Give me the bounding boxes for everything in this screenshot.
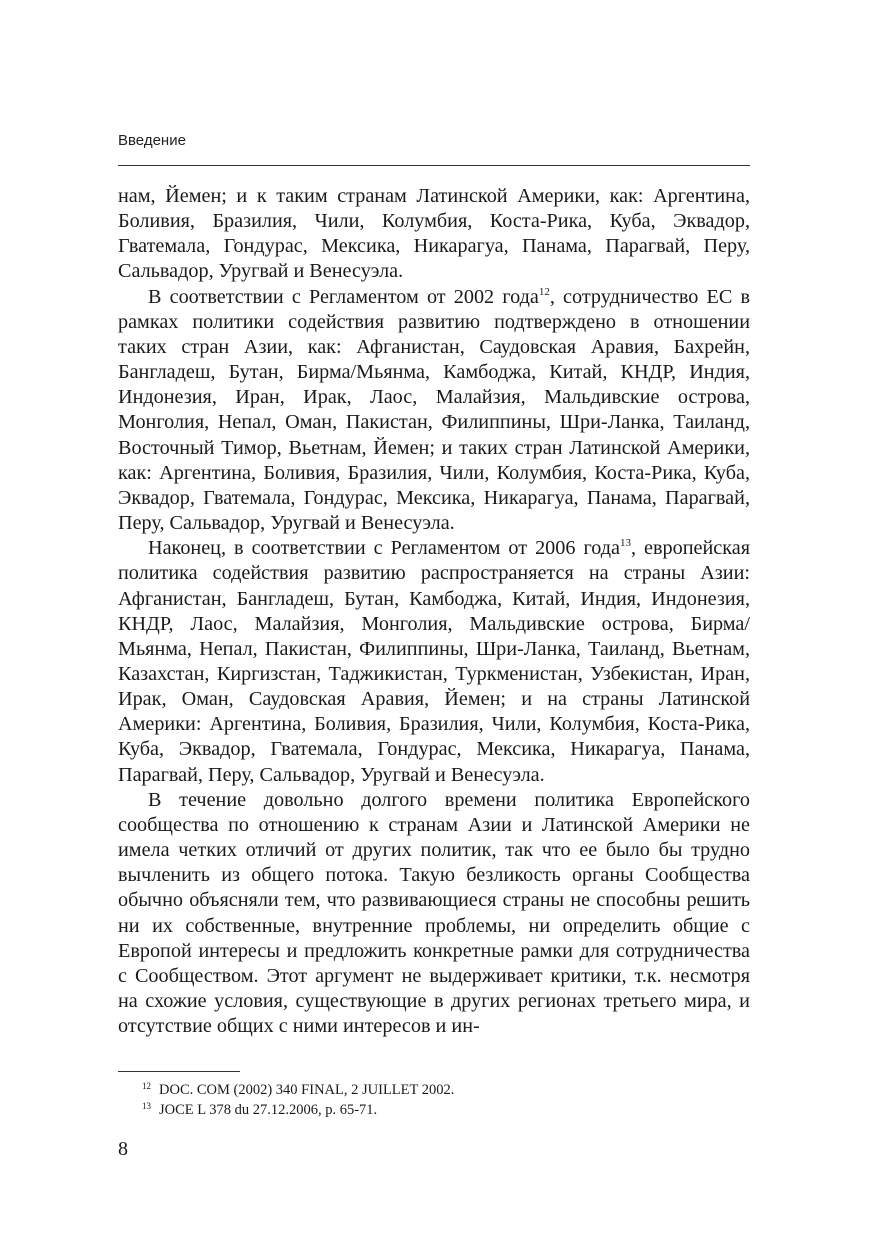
paragraph-text: Наконец, в соответствии с Регламентом от 2006 года [148,537,620,560]
footnote-number: 13 [142,1101,151,1111]
footnote-divider [118,1071,240,1072]
footnote-ref-12[interactable]: 12 [538,285,550,298]
paragraph-text: В соответствии с Регламентом от 2002 года [148,285,539,308]
footnote-text: JOCE L 378 du 27.12.2006, p. 65-71. [159,1102,378,1118]
page-number: 8 [118,1138,128,1160]
paragraph-continued: нам, Йемен; и к таким странам Латинской Америки, как: Аргентина, Боливия, Бразилия, Чили, Колумбия, Коста-Рика, Куба, Эквадор, Гватемала, Гондурас, Мексика, Никарагуа, Панама, Парагвай, Перу, Сальвадор, Уругвай и Венесуэла. [118,185,750,283]
footnote-12 [142,1080,742,1100]
footnote-text: DOC. COM (2002) 340 FINAL, 2 JUILLET 2002. [159,1082,455,1098]
running-header: Введение [118,132,186,149]
paragraph-text: , сотрудничество ЕС в рамках политики содействия развитию подтверждено в отношении таких стран Азии, как: Афганистан, Саудовская Аравия, Бахрейн, Бангладеш, Бутан, Бирма/Мьянма, Камбоджа, Китай, КНДР, Индия, Индонезия, Иран, Ирак, Лаос, Малайзия, Мальдивские острова, Монголия, Непал, Оман, Пакистан, Филиппины, Шри-Ланка, Таиланд, Восточный Тимор, Вьетнам, Йемен; и таких стран Латинской Америки, как: Аргентина, Боливия, Бразилия, Чили, Колумбия, Коста-Рика, Куба, Эквадор, Гватемала, Гондурас, Мексика, Никарагуа, Панама, Парагвай, Перу, Сальвадор, Уругвай и Венесуэла. [118,285,750,535]
paragraph-policy-history: В течение довольно долгого времени политика Европейского сообщества по отношению к странам Азии и Латинской Америки не имела четких отличий от других политик, так что ее было бы трудно вычленить из общего потока. Такую безликость органы Сообщества обычно объясняли тем, что развивающиеся страны не способны решить ни их собственные, внутренние проблемы, ни определить общие с Европой интересы и предложить конкретные рамки для сотрудничества с Сообществом. Этот аргумент не выдерживает критики, т.к. несмотря на схожие условия, существующие в других регионах третьего мира, и отсутствие общих с ними интересов и ин- [118,788,750,1038]
main-text [118,184,750,1039]
paragraph-regulation-2006 [118,536,750,788]
header-divider [118,165,750,166]
footnote-number: 12 [142,1081,151,1091]
footnote-13 [142,1100,742,1120]
footnote-ref-13[interactable]: 13 [619,537,631,550]
paragraph-text: , европейская политика содействия развитию распространяется на страны Азии: Афганистан, Бангладеш, Бутан, Камбоджа, Китай, Индия, Индонезия, КНДР, Лаос, Малайзия, Монголия, Мальдивские острова, Бирма/Мьянма, Непал, Пакистан, Филиппины, Шри-Ланка, Таиланд, Вьетнам, Казахстан, Киргизстан, Таджикистан, Туркменистан, Узбекистан, Иран, Ирак, Оман, Саудовская Аравия, Йемен; и на страны Латинской Америки: Аргентина, Боливия, Бразилия, Чили, Колумбия, Коста-Рика, Куба, Эквадор, Гватемала, Гондурас, Мексика, Никарагуа, Панама, Парагвай, Перу, Сальвадор, Уругвай и Венесуэла. [118,537,750,786]
paragraph-regulation-2002 [118,285,750,537]
footnotes [142,1080,742,1120]
